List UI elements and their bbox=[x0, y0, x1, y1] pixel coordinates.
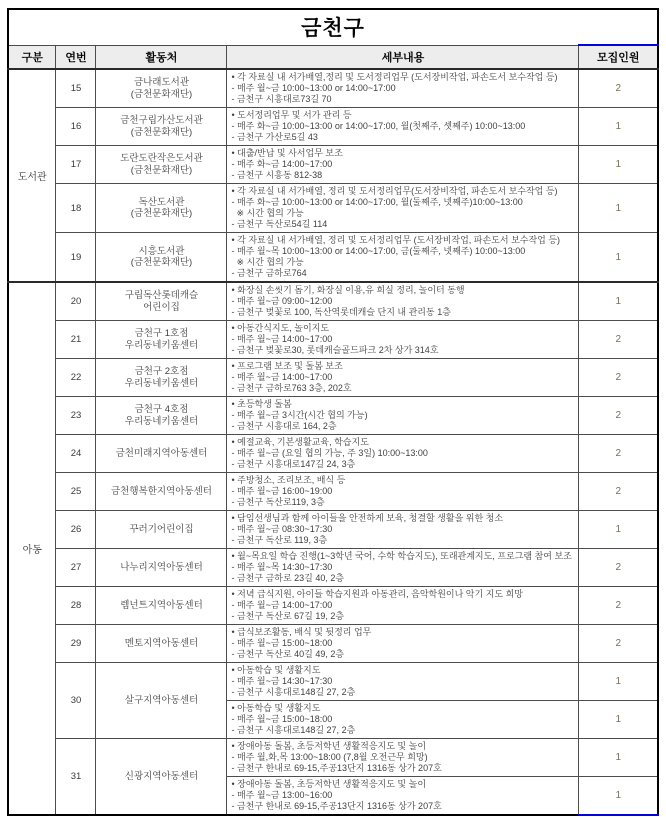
row-number-cell: 25 bbox=[56, 473, 96, 511]
count-cell: 2 bbox=[579, 69, 658, 108]
table-row bbox=[8, 397, 658, 435]
place-line: 도란도란작은도서관 bbox=[120, 153, 203, 164]
place-line: 우리동네키움센터 bbox=[124, 377, 199, 389]
place-line: 렘넌트지역아동센터 bbox=[120, 599, 203, 611]
place-line: 금천구립가산도서관 bbox=[120, 115, 203, 126]
detail-line: - 매주 월~금 14:00~17:00 bbox=[231, 372, 333, 382]
place-cell bbox=[96, 359, 227, 397]
count-cell: 1 bbox=[579, 511, 658, 549]
place-line: 금나래도서관 bbox=[133, 77, 190, 88]
row-number-cell: 29 bbox=[56, 625, 96, 663]
details-cell bbox=[227, 701, 579, 739]
place-cell bbox=[96, 473, 227, 511]
detail-line: • 예절교육, 기본생활교육, 학습지도 bbox=[231, 437, 369, 447]
place-line: 우리동네키움센터 bbox=[124, 339, 199, 351]
detail-line: - 금천구 한내로 69-15,주공13단지 1316동 상가 207호 bbox=[231, 801, 442, 811]
detail-line: • 아동학습 및 생활지도 bbox=[231, 665, 321, 675]
detail-line: - 금천구 시흥대로148길 27, 2층 bbox=[231, 725, 356, 735]
count-cell: 1 bbox=[579, 233, 658, 283]
detail-line: - 금천구 금하로764 bbox=[231, 268, 307, 278]
detail-line: • 각 자료실 내 서가배열,정리 및 도서정리업무 (도서장비작업, 파손도서 보수작업 등) bbox=[231, 72, 558, 82]
detail-line: • 화장실 손씻기 돕기, 화장실 이용,유 희실 정리, 놀이터 동행 bbox=[231, 285, 465, 295]
place-cell bbox=[96, 549, 227, 587]
detail-line: - 매주 월~금 10:00~13:00 or 14:00~17:00 bbox=[231, 83, 396, 93]
detail-line: • 저녁 급식지원, 아이들 학습지원과 아동관리, 음악학원이나 악기 지도 희망 bbox=[231, 589, 523, 599]
details-cell bbox=[227, 739, 579, 777]
detail-line: • 아동간식지도, 놀이지도 bbox=[231, 323, 330, 333]
detail-line: - 매주 월~금 08:30~17:30 bbox=[231, 524, 333, 534]
table-row bbox=[8, 282, 658, 321]
count-cell: 2 bbox=[579, 435, 658, 473]
detail-line: - 금천구 시흥대로147길 24, 3층 bbox=[231, 459, 356, 469]
detail-line: - 금천구 독산로119, 3층 bbox=[231, 497, 325, 507]
detail-line: ※ 시간 협의 가능 bbox=[231, 257, 304, 267]
details-cell bbox=[227, 397, 579, 435]
detail-line: - 매주 월~금 15:00~18:00 bbox=[231, 638, 333, 648]
detail-line: - 금천구 독산로 119, 3층 bbox=[231, 535, 328, 545]
page-title: 금천구 bbox=[8, 9, 658, 45]
place-cell bbox=[96, 69, 227, 108]
table-row bbox=[8, 587, 658, 625]
detail-line: - 매주 월~금 14:30~17:30 bbox=[231, 676, 333, 686]
detail-line: • 프로그램 보조 및 돌봄 보조 bbox=[231, 361, 343, 371]
place-line: 독산도서관 bbox=[138, 196, 185, 208]
place-line: 구립독산롯데캐슬 bbox=[124, 290, 199, 301]
column-header-category: 구분 bbox=[8, 45, 56, 69]
details-cell bbox=[227, 359, 579, 397]
row-number-cell: 30 bbox=[56, 663, 96, 739]
title-row bbox=[8, 9, 658, 45]
details-cell bbox=[227, 549, 579, 587]
detail-line: - 금천구 금하로763 3층, 202호 bbox=[231, 383, 352, 393]
place-cell bbox=[96, 739, 227, 816]
table-row bbox=[8, 663, 658, 701]
details-cell bbox=[227, 777, 579, 816]
category-cell: 도서관 bbox=[8, 69, 56, 282]
place-line: (금천문화재단) bbox=[130, 257, 193, 268]
place-line: (금천문화재단) bbox=[130, 164, 193, 176]
table-row bbox=[8, 233, 658, 283]
count-cell: 2 bbox=[579, 359, 658, 397]
detail-line: - 금천구 한내로 69-15,주공13단지 1316동 상가 207호 bbox=[231, 763, 442, 773]
detail-line: - 금천구 가산로5길 43 bbox=[231, 132, 318, 142]
column-header-place: 활동처 bbox=[96, 45, 227, 69]
table-row bbox=[8, 108, 658, 146]
detail-line: - 매주 화~금 10:00~13:00 or 14:00~17:00, 월(첫째주, 셋째주) 10:00~13:00 bbox=[231, 121, 526, 131]
details-cell bbox=[227, 321, 579, 359]
count-cell: 1 bbox=[579, 701, 658, 739]
count-cell: 2 bbox=[579, 321, 658, 359]
table-row bbox=[8, 146, 658, 184]
table-row bbox=[8, 739, 658, 777]
row-number-cell: 17 bbox=[56, 146, 96, 184]
count-cell: 2 bbox=[579, 473, 658, 511]
detail-line: - 매주 월~금 15:00~18:00 bbox=[231, 714, 333, 724]
detail-line: • 도서정리업무 및 서가 관리 등 bbox=[231, 110, 352, 120]
place-line: 멘토지역아동센터 bbox=[124, 637, 199, 649]
place-line: 살구지역아동센터 bbox=[124, 694, 199, 706]
detail-line: • 각 자료실 내 서가배열, 정리 및 도서정리업무(도서장비작업, 파손도서 보수작업 등) bbox=[231, 186, 558, 196]
count-cell: 2 bbox=[579, 397, 658, 435]
detail-line: - 금천구 시흥대로 164, 2층 bbox=[231, 421, 337, 431]
table-body bbox=[8, 69, 658, 815]
detail-line: - 금천구 독산로54길 114 bbox=[231, 219, 328, 229]
detail-line: - 매주 월,화,목 13:00~18:00 (7,8월 오전근무 희망) bbox=[231, 752, 428, 762]
table-row bbox=[8, 511, 658, 549]
place-line: 금천구 2호점 bbox=[134, 366, 189, 377]
detail-line: • 각 자료실 내 서가배열, 정리 및 도서정리업무 (도서장비작업, 파손도서 보수작업 등) bbox=[231, 235, 561, 245]
recruitment-table bbox=[7, 8, 659, 816]
row-number-cell: 26 bbox=[56, 511, 96, 549]
column-header-number: 연번 bbox=[56, 45, 96, 69]
table-row bbox=[8, 625, 658, 663]
detail-line: - 매주 월~금 16:00~19:00 bbox=[231, 486, 333, 496]
detail-line: - 금천구 독산로 67길 19, 2층 bbox=[231, 611, 345, 621]
detail-line: - 금천구 벚꽃로30, 롯데캐슬골드파크 2차 상가 314호 bbox=[231, 345, 439, 355]
row-number-cell: 28 bbox=[56, 587, 96, 625]
detail-line: - 금천구 시흥대로148길 27, 2층 bbox=[231, 687, 356, 697]
count-cell: 1 bbox=[579, 282, 658, 321]
details-cell bbox=[227, 663, 579, 701]
table-row bbox=[8, 435, 658, 473]
detail-line: - 매주 월~목 14:30~17:30 bbox=[231, 562, 333, 572]
row-number-cell: 23 bbox=[56, 397, 96, 435]
details-cell bbox=[227, 69, 579, 108]
count-cell: 2 bbox=[579, 587, 658, 625]
table-row bbox=[8, 69, 658, 108]
count-cell: 2 bbox=[579, 549, 658, 587]
detail-line: • 급식보조활동, 배식 및 뒷정리 업무 bbox=[231, 627, 372, 637]
row-number-cell: 27 bbox=[56, 549, 96, 587]
details-cell bbox=[227, 625, 579, 663]
place-line: 금천구 4호점 bbox=[134, 404, 189, 415]
detail-line: • 아동학습 및 생활지도 bbox=[231, 703, 321, 713]
column-header-details: 세부내용 bbox=[227, 45, 579, 69]
details-cell bbox=[227, 282, 579, 321]
detail-line: - 금천구 금하로 23길 40, 2층 bbox=[231, 573, 345, 583]
detail-line: - 매주 화~금 14:00~17:00 bbox=[231, 159, 333, 169]
row-number-cell: 20 bbox=[56, 282, 96, 321]
place-cell bbox=[96, 146, 227, 184]
detail-line: - 매주 월~금 (요일 협의 가능, 주 3일) 10:00~13:00 bbox=[231, 448, 428, 458]
detail-line: - 매주 월~목 10:00~13:00 or 14:00~17:00, 금(둘째주, 넷째주) 10:00~13:00 bbox=[231, 246, 526, 256]
row-number-cell: 22 bbox=[56, 359, 96, 397]
detail-line: - 매주 월~금 3시간(시간 협의 가능) bbox=[231, 410, 368, 420]
table-row bbox=[8, 321, 658, 359]
detail-line: • 월~목요일 학습 진행(1~3학년 국어, 수학 학습지도), 또래관계지도, 프로그램 참여 보조 bbox=[231, 551, 572, 561]
place-cell bbox=[96, 184, 227, 233]
detail-line: - 금천구 시흥동 812-38 bbox=[231, 170, 323, 180]
place-line: 우리동네키움센터 bbox=[124, 415, 199, 427]
place-line: (금천문화재단) bbox=[130, 208, 193, 219]
details-cell bbox=[227, 108, 579, 146]
row-number-cell: 16 bbox=[56, 108, 96, 146]
details-cell bbox=[227, 511, 579, 549]
category-cell: 아동 bbox=[8, 282, 56, 815]
place-cell bbox=[96, 233, 227, 283]
count-cell: 1 bbox=[579, 108, 658, 146]
row-number-cell: 24 bbox=[56, 435, 96, 473]
detail-line: • 장애아동 돌봄, 초등저학년 생활적응지도 및 놀이 bbox=[231, 741, 427, 751]
details-cell bbox=[227, 233, 579, 283]
place-line: (금천문화재단) bbox=[130, 126, 193, 138]
detail-line: - 매주 월~금 14:00~17:00 bbox=[231, 334, 333, 344]
detail-line: - 매주 월~금 13:00~16:00 bbox=[231, 790, 333, 800]
header-row bbox=[8, 45, 658, 69]
place-cell bbox=[96, 587, 227, 625]
detail-line: - 금천구 시흥대로73길 70 bbox=[231, 94, 332, 104]
details-cell bbox=[227, 146, 579, 184]
place-cell bbox=[96, 108, 227, 146]
place-cell bbox=[96, 282, 227, 321]
count-cell: 1 bbox=[579, 146, 658, 184]
details-cell bbox=[227, 435, 579, 473]
place-line: 꾸러기어린이집 bbox=[129, 523, 194, 535]
detail-line: - 매주 월~금 14:00~17:00 bbox=[231, 600, 333, 610]
row-number-cell: 21 bbox=[56, 321, 96, 359]
table-row bbox=[8, 359, 658, 397]
place-cell bbox=[96, 625, 227, 663]
count-cell: 1 bbox=[579, 663, 658, 701]
place-line: 시흥도서관 bbox=[138, 245, 185, 257]
details-cell bbox=[227, 184, 579, 233]
detail-line: - 금천구 독산로 40길 49, 2층 bbox=[231, 649, 345, 659]
detail-line: • 주방청소, 조리보조, 배식 등 bbox=[231, 475, 346, 485]
table-row bbox=[8, 549, 658, 587]
column-header-count: 모집인원 bbox=[579, 45, 658, 69]
detail-line: - 금천구 벚꽃로 100, 독산역롯데캐슬 단지 내 관리동 1층 bbox=[231, 307, 451, 317]
detail-line: • 장애아동 돌봄, 초등저학년 생활적응지도 및 놀이 bbox=[231, 779, 427, 789]
detail-line: - 매주 월~금 09:00~12:00 bbox=[231, 296, 333, 306]
count-cell: 1 bbox=[579, 184, 658, 233]
detail-line: ※ 시간 협의 가능 bbox=[231, 208, 304, 218]
place-cell bbox=[96, 397, 227, 435]
place-line: 금천미래지역아동센터 bbox=[115, 447, 208, 459]
place-line: 어린이집 bbox=[143, 301, 180, 313]
place-line: 나누리지역아동센터 bbox=[120, 561, 203, 573]
detail-line: • 초등학생 돌봄 bbox=[231, 399, 292, 409]
count-cell: 1 bbox=[579, 777, 658, 816]
detail-line: • 대출/반납 및 사서업무 보조 bbox=[231, 148, 343, 158]
table-row bbox=[8, 473, 658, 511]
table-row bbox=[8, 184, 658, 233]
row-number-cell: 18 bbox=[56, 184, 96, 233]
details-cell bbox=[227, 473, 579, 511]
place-cell bbox=[96, 511, 227, 549]
place-line: 신광지역아동센터 bbox=[124, 770, 199, 782]
row-number-cell: 19 bbox=[56, 233, 96, 283]
detail-line: • 담임선생님과 함께 아이들을 안전하게 보육, 청결할 생활을 위한 청소 bbox=[231, 513, 504, 523]
place-cell bbox=[96, 321, 227, 359]
row-number-cell: 15 bbox=[56, 69, 96, 108]
count-cell: 2 bbox=[579, 625, 658, 663]
place-line: 금천행복한지역아동센터 bbox=[111, 485, 212, 497]
place-line: (금천문화재단) bbox=[130, 88, 193, 100]
count-cell: 1 bbox=[579, 739, 658, 777]
place-line: 금천구 1호점 bbox=[134, 328, 189, 339]
place-cell bbox=[96, 663, 227, 739]
place-cell bbox=[96, 435, 227, 473]
detail-line: - 매주 화~금 10:00~13:00 or 14:00~17:00, 월(둘째주, 넷째주)10:00~13:00 bbox=[231, 197, 523, 207]
row-number-cell: 31 bbox=[56, 739, 96, 816]
details-cell bbox=[227, 587, 579, 625]
